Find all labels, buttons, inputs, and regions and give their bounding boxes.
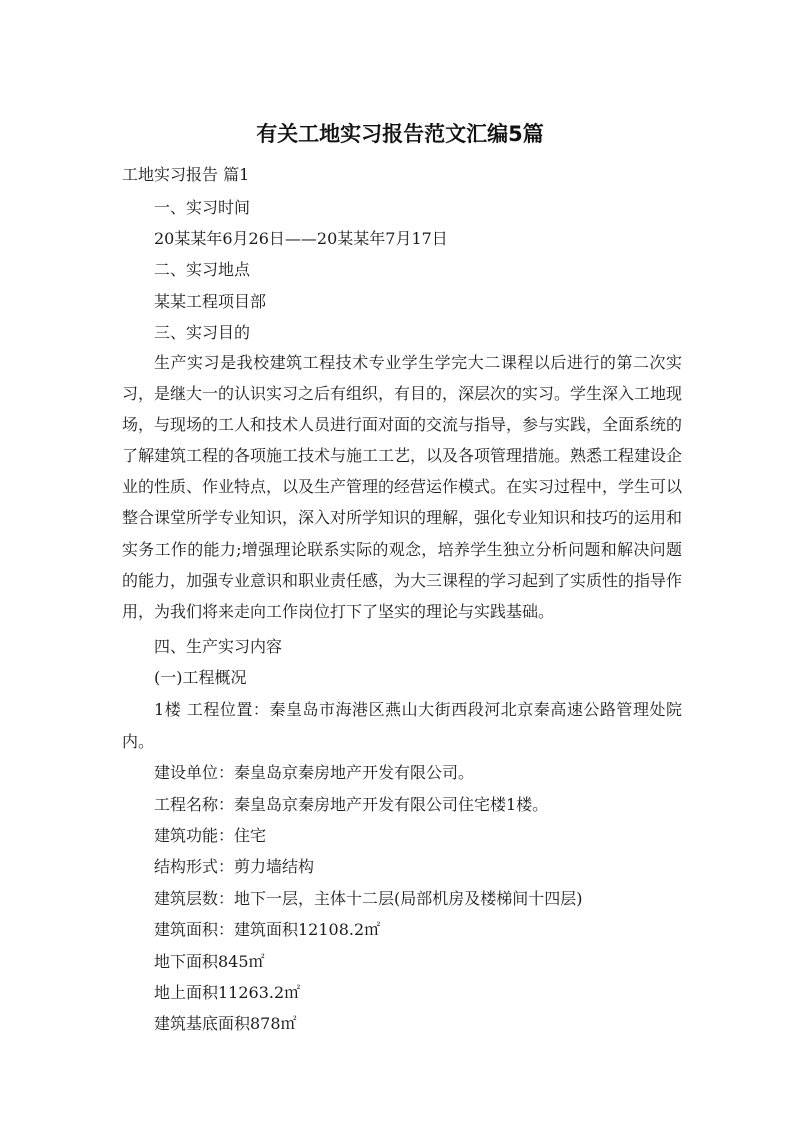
building-function-text: 建筑功能：住宅: [154, 826, 267, 845]
above-ground-area-text: 地上面积11263.2㎡: [154, 983, 301, 1002]
heading-internship-time: 一、实习时间: [154, 198, 251, 217]
structure-type-text: 结构形式：剪力墙结构: [154, 857, 315, 876]
total-area-text: 建筑面积：建筑面积12108.2㎡: [154, 920, 381, 939]
project-name-text: 工程名称：秦皇岛京秦房地产开发有限公司住宅楼1楼。: [154, 795, 549, 814]
internship-time-text: 20某某年6月26日——20某某年7月17日: [154, 229, 448, 248]
building-floors-text: 建筑层数：地下一层，主体十二层(局部机房及楼梯间十四层): [154, 889, 583, 908]
heading-internship-content: 四、生产实习内容: [154, 637, 283, 656]
builder-text: 建设单位：秦皇岛京秦房地产开发有限公司。: [154, 763, 475, 782]
subheading-project-overview: (一)工程概况: [154, 668, 247, 687]
underground-area-text: 地下面积845㎡: [154, 952, 265, 971]
base-area-text: 建筑基底面积878㎡: [154, 1014, 297, 1033]
project-location-paragraph: 1楼 工程位置：秦皇岛市海港区燕山大街西段河北京秦高速公路管理处院内。: [122, 700, 682, 751]
internship-place-text: 某某工程项目部: [154, 292, 267, 311]
section-heading: 工地实习报告 篇1: [122, 165, 250, 184]
document-title: 有关工地实习报告范文汇编5篇: [256, 122, 544, 146]
heading-internship-purpose: 三、实习目的: [154, 323, 251, 342]
purpose-paragraph: 生产实习是我校建筑工程技术专业学生学完大二课程以后进行的第二次实习，是继大一的认识实习之后有组织，有目的，深层次的实习。学生深入工地现场，与现场的工人和技术人员进行面对面的交流与指导，参与实践，全面系统的了解建筑工程的各项施工技术与施工工艺，以及各项管理措施。熟悉工程建设企业的性质、作业特点，以及生产管理的经营运作模式。在实习过程中，学生可以整合课堂所学专业知识，深入对所学知识的理解，强化专业知识和技巧的运用和实务工作的能力;增强理论联系实际的观念，培养学生独立分析问题和解决问题的能力，加强专业意识和职业责任感，为大三课程的学习起到了实质性的指导作用，为我们将来走向工作岗位打下了坚实的理论与实践基础。: [122, 353, 683, 621]
heading-internship-place: 二、实习地点: [154, 260, 251, 279]
